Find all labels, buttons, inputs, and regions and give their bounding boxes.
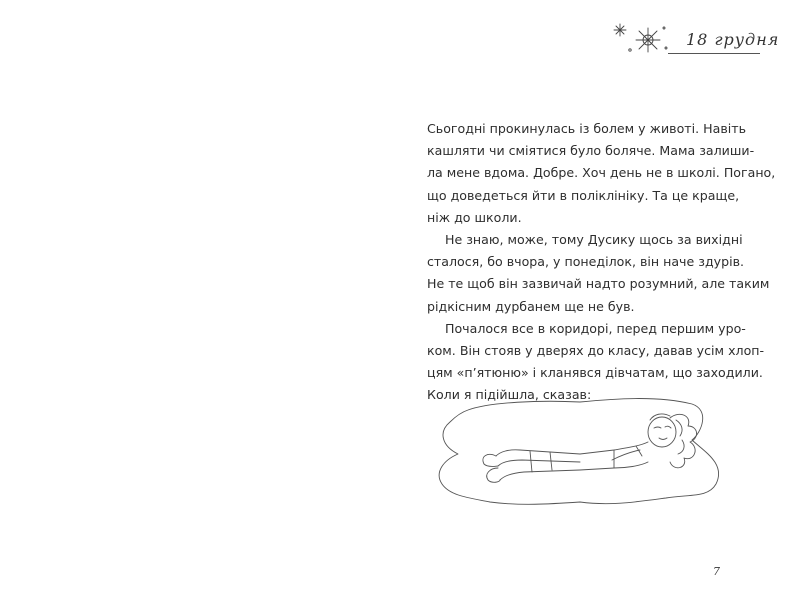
text-line: ла мене вдома. Добре. Хоч день не в школі. Погано, [427,165,776,181]
text-line: Почалося все в коридорі, перед першим уро- [445,320,746,336]
text-line: ком. Він стояв у дверях до класу, давав усім хлоп- [427,342,765,358]
text-line: що доведеться йти в поліклініку. Та це краще, [427,187,740,203]
text-line: цям «п’ятюню» і кланявся дівчатам, що заходили. [427,365,763,381]
text-line: кашляти чи сміятися було боляче. Мама залиши- [427,143,755,159]
text-line: рідкісним дурбанем ще не був. [427,298,635,314]
date-underline [668,53,760,54]
text-line: Коли я підійшла, сказав: [427,387,592,403]
text-line: сталося, бо вчора, у понеділок, він наче здурів. [427,254,745,270]
text-line: Не те щоб він зазвичай надто розумний, але таким [427,276,770,292]
text-line: Сьогодні прокинулась із болем у животі. Навіть [427,121,747,136]
diary-date: 18 грудня [686,30,780,49]
girl-lying-in-puddle-sketch [430,380,730,535]
sparkle-doodle-icon [608,18,672,58]
text-line: Не знаю, може, тому Дусику щось за вихідні [445,231,743,247]
diary-text [427,118,776,406]
text-line: ніж до школи. [427,209,522,225]
page-number: 7 [713,565,720,578]
